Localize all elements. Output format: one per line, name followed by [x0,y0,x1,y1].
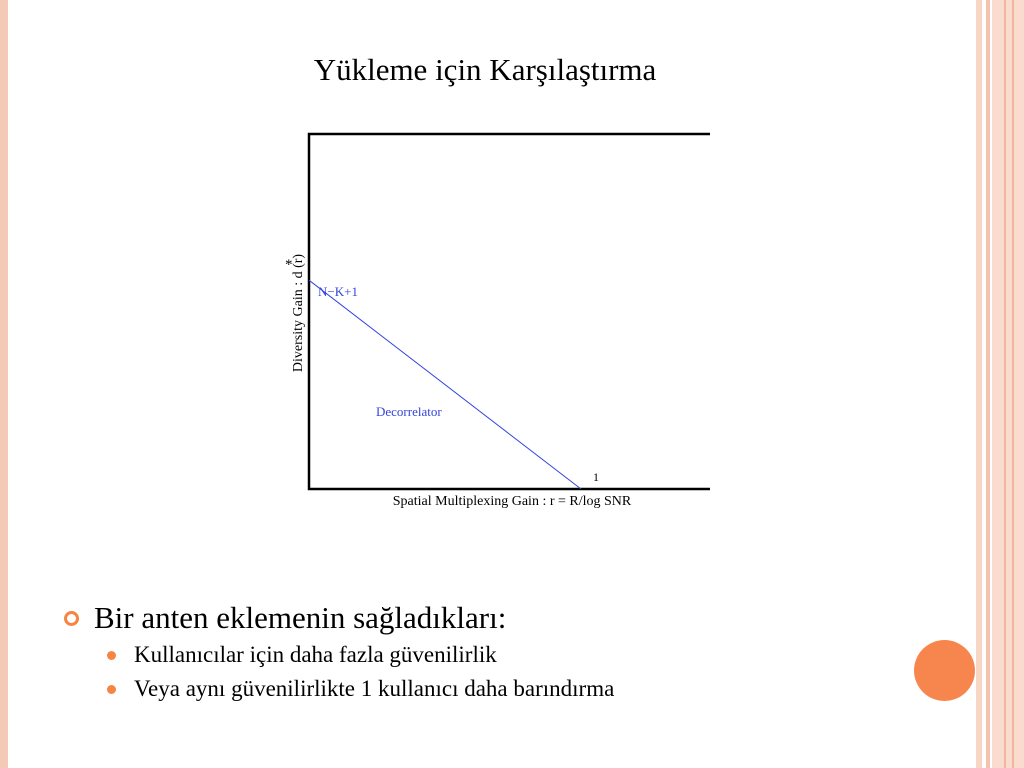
x-axis-label: Spatial Multiplexing Gain : r = R/log SNR [392,494,632,509]
sub-bullet-text: Veya aynı güvenilirlikte 1 kullanıcı daha barındırma [134,676,615,701]
bullet-dot-icon [107,685,116,694]
chart-plot-frame [309,134,710,489]
y-intercept-label: N−K+1 [318,284,358,299]
x-intercept-label: 1 [593,470,599,484]
series-line-decorrelator [309,280,581,489]
main-bullet [62,598,922,638]
bullet-dot-icon [107,651,116,660]
left-frame-border [0,0,8,768]
decorative-orange-circle [914,640,975,701]
series-label-decorrelator: Decorrelator [376,404,442,419]
sub-bullet [62,672,922,706]
slide-title: Yükleme için Karşılaştırma [313,52,657,87]
y-axis-label: Diversity Gain : d (r) [291,253,306,373]
bullet-ring-icon [64,611,79,626]
bullet-list [62,598,922,706]
right-frame-stripe [986,0,990,768]
diversity-multiplexing-chart [270,125,710,525]
y-axis-label-superscript: * [285,257,293,273]
right-frame-stripe [976,0,982,768]
main-bullet-text: Bir anten eklemenin sağladıkları: [94,600,507,635]
sub-bullet-text: Kullanıcılar için daha fazla güvenilirlik [134,642,497,667]
right-frame-stripe [992,0,1024,768]
right-frame-stripe [1004,0,1006,768]
right-frame-stripe [1012,0,1014,768]
sub-bullet [62,638,922,672]
